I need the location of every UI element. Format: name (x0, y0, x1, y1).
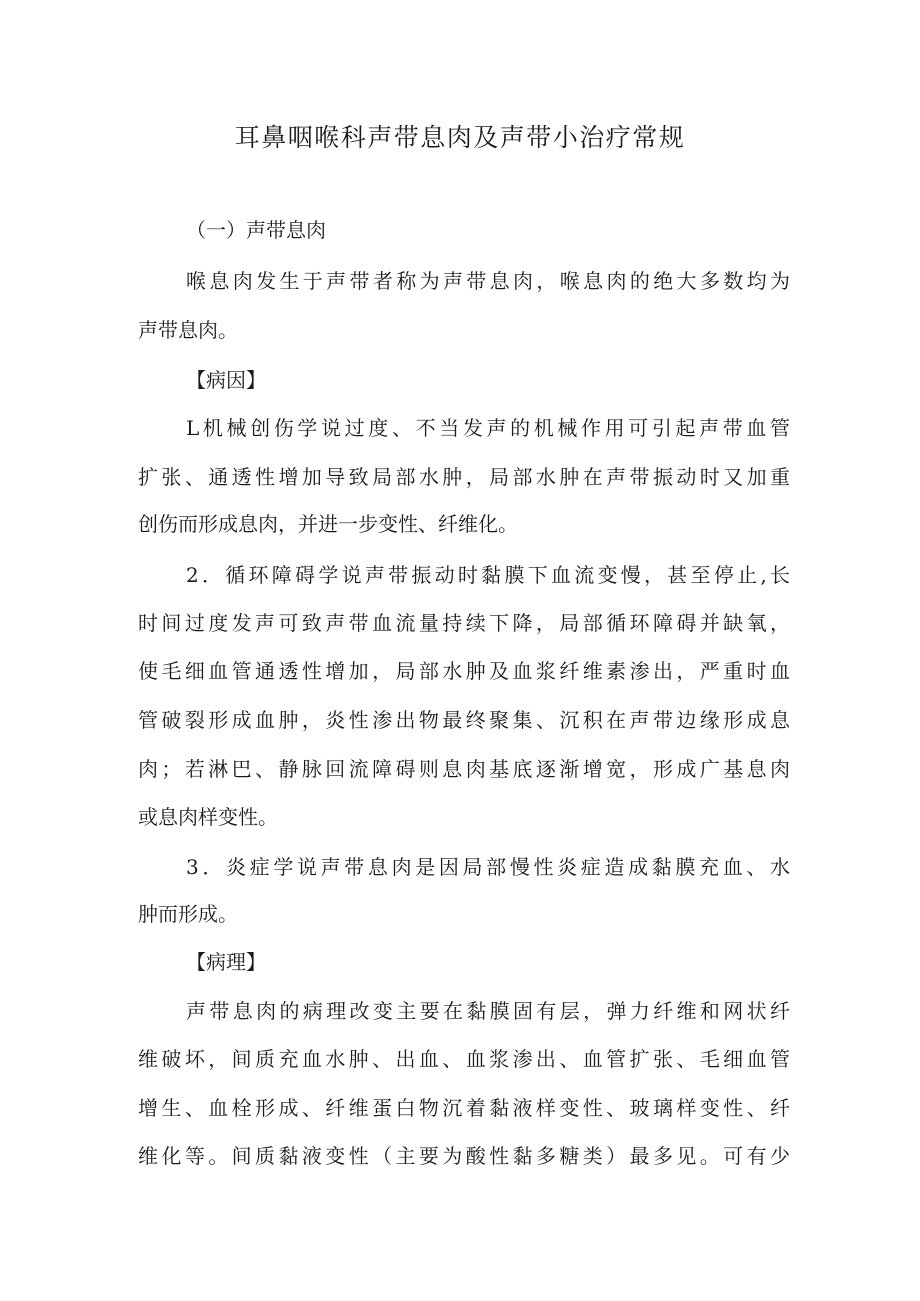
cause1-line-1: L机械创伤学说过度、不当发声的机械作用可引起声带血管 (186, 416, 790, 440)
cause-heading: 【病因】 (186, 368, 266, 392)
pathology-heading: 【病理】 (186, 950, 266, 974)
pathology-line-3: 增生、血栓形成、纤维蛋白物沉着黏液样变性、玻璃样变性、纤 (138, 1096, 790, 1120)
cause2-line-4: 管破裂形成血肿，炎性渗出物最终聚集、沉积在声带边缘形成息 (138, 708, 790, 732)
pathology-line-1: 声带息肉的病理改变主要在黏膜固有层，弹力纤维和网状纤 (186, 999, 790, 1023)
cause2-line-3: 使毛细血管通透性增加，局部水肿及血浆纤维素渗出，严重时血 (138, 659, 790, 683)
cause2-line-5: 肉；若淋巴、静脉回流障碍则息肉基底逐渐增宽，形成广基息肉 (138, 757, 790, 781)
cause3-line-2: 肿而形成。 (138, 902, 238, 926)
cause3-line-1: 3．炎症学说声带息肉是因局部慢性炎症造成黏膜充血、水 (186, 855, 790, 879)
cause2-line-2: 时间过度发声可致声带血流量持续下降，局部循环障碍并缺氧， (138, 611, 790, 635)
intro-line-1: 喉息肉发生于声带者称为声带息肉，喉息肉的绝大多数均为 (186, 269, 790, 293)
cause2-line-1: 2．循环障碍学说声带振动时黏膜下血流变慢，甚至停止,长 (186, 563, 790, 587)
cause1-line-3: 创伤而形成息肉，并进一步变性、纤维化。 (138, 512, 518, 536)
cause1-line-2: 扩张、通透性增加导致局部水肿，局部水肿在声带振动时又加重 (138, 465, 790, 489)
pathology-line-2: 维破坏，间质充血水肿、出血、血浆渗出、血管扩张、毛细血管 (138, 1047, 790, 1071)
cause2-line-6: 或息肉样变性。 (138, 805, 278, 829)
document-title: 耳鼻咽喉科声带息肉及声带小治疗常规 (234, 123, 686, 152)
pathology-line-4: 维化等。间质黏液变性（主要为酸性黏多糖类）最多见。可有少 (138, 1144, 790, 1168)
intro-line-2: 声带息肉。 (138, 318, 238, 342)
section-heading-vocal-polyp: （一）声带息肉 (186, 218, 326, 242)
